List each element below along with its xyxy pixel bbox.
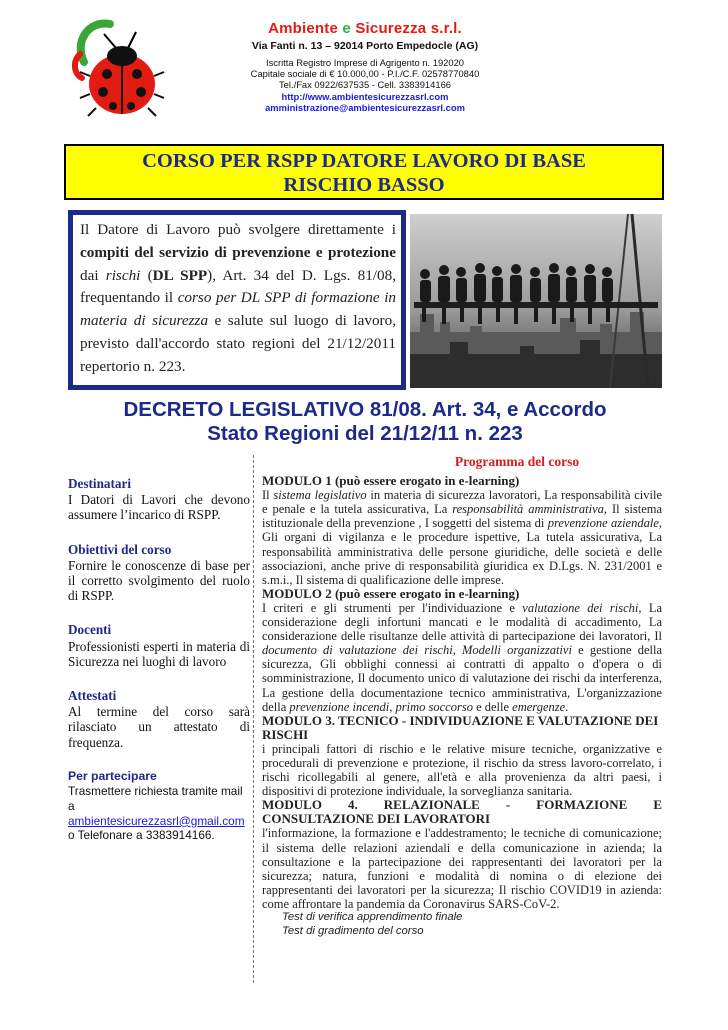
destinatari-heading: Destinatari [68,476,131,491]
test-satisfaction: Test di gradimento del corso [282,924,424,937]
attestati-heading: Attestati [68,688,117,704]
module3-text: i principali fattori di rischio e le relative misure tecniche, organizzative e procedurali di prevenzione e protezione, il rischio da stress lavoro-correlato, i rischi ricollegabili al genere, all'età e alla provenienza da altri paesi, i dispositivi di protezione individuale, la sorveglianza sanitaria. [262,741,662,799]
program-title: Programma del corso [454,454,580,469]
docenti-text: Professionisti esperti in materia di Sicurezza nei luoghi di lavoro [68,638,250,669]
docenti-heading: Docenti [68,622,112,638]
course-title-line2: RISCHIO BASSO [283,174,445,196]
ladybug-logo [70,14,175,126]
module1-heading: MODULO 1 (può essere erogato in e-learning) [262,473,520,489]
docenti-section [68,622,250,669]
module4-heading-line1: MODULO 4. RELAZIONALE - FORMAZIONE E [262,797,662,813]
decree-heading [40,398,690,446]
destinatari-text: I Datori di Lavori che devono assumere l’incarico di RSPP. [68,492,250,523]
destinatari-section [68,476,250,523]
company-name: Ambiente e Sicurezza s.r.l. [268,20,462,37]
program-column [262,455,662,938]
course-title-box [64,144,664,200]
partecipare-heading: Per partecipare [68,768,157,783]
contact-email-link[interactable]: ambientesicurezzasrl@gmail.com [68,813,245,828]
obiettivi-heading: Obiettivi del corso [68,541,172,557]
company-phone: Tel./Fax 0922/637535 - Cell. 3383914166 [279,79,451,91]
attestati-text: Al termine del corso sarà rilasciato un attestato di frequenza. [68,704,250,750]
company-registry: Iscritta Registro Imprese di Agrigento n. 192020 [265,57,465,68]
decree-line1: DECRETO LEGISLATIVO 81/08. Art. 34, e Accordo [123,398,607,421]
module3-heading: MODULO 3. TECNICO - INDIVIDUAZIONE E VALUTAZIONE DEI RISCHI [262,712,659,742]
module1-text: Il sistema legislativo in materia di sicurezza lavoratori, La responsabilità civile e penale e la tutela assicurativa, La responsabilità amministrativa, Il sistema istituzionale della prevenzione , I soggetti del sistema di prevenzione aziendale, Gli organi di vigilanza e le procedure ispettive, La tutela assicurativa, La responsabilità amministrativa delle persone giuridiche, delle società e delle associazioni, anche prive di responsabilità giuridica ex D.Lgs. N. 231/2001 e s.m.i., Il sistema di qualificazione delle imprese. [262,488,663,587]
course-info-column [68,476,250,862]
company-capital: Capitale sociale di € 10.000,00 - P.I./C.F. 02578770840 [250,68,480,80]
decree-line2: Stato Regioni del 21/12/11 n. 223 [207,422,523,445]
workers-on-beam-photo [410,214,662,388]
partecipare-phone: o Telefonare a 3383914166. [68,828,215,843]
company-website-link[interactable]: http://www.ambientesicurezzasrl.com [281,90,449,102]
module4-heading-line2: CONSULTAZIONE DEI LAVORATORI [262,811,491,827]
intro-box: Il Datore di Lavoro può svolgere direttamente i compiti del servizio di prevenzione e protezione dai rischi (DL SPP), Art. 34 del D. Lgs. 81/08, frequentando il corso per DL SPP di formazione in materia di sicurezza e salute sul luogo di lavoro, previsto dall'accordo stato regioni del 21/12/2011 repertorio n. 223. [68,210,406,390]
partecipare-text: Trasmettere richiesta tramite mail a [68,784,243,814]
course-title-line1: CORSO PER RSPP DATORE LAVORO DI BASE [142,150,586,172]
column-divider [253,455,254,983]
company-header [190,20,540,113]
obiettivi-text: Fornire le conoscenze di base per il corretto svolgimento del ruolo di RSPP. [68,557,250,604]
module4-text: l'informazione, la formazione e l'addestramento; le tecniche di comunicazione; il sistema delle relazioni aziendali e della comunicazione in azienda; la consultazione e la partecipazione dei rappresentanti dei lavoratori per la sicurezza; natura, funzioni e modalità di nomina o di elezione dei rappresentanti dei lavoratori per la sicurezza; Il rischio COVID19 in azienda: come affrontare la pandemia da Coronavirus SARS-CoV-2. [262,826,662,911]
partecipare-section [68,769,250,843]
test-final-assessment: Test di verifica apprendimento finale [282,911,463,923]
attestati-section [68,688,250,750]
company-address: Via Fanti n. 13 – 92014 Porto Empedocle (AG) [251,40,479,52]
obiettivi-section [68,542,250,604]
module2-heading: MODULO 2 (può essere erogato in e-learning) [262,585,520,601]
company-email-link[interactable]: amministrazione@ambientesicurezzasrl.com [265,101,465,113]
module2-text: I criteri e gli strumenti per l'individuazione e valutazione dei rischi, La considerazione degli infortuni mancati e le modalità di accadimento, La considerazione delle risultanze delle attività di partecipazione dei lavoratori, Il documento di valutazione dei rischi, Modelli organizzativi e gestione della sicurezza, Gli obblighi connessi ai contratti di appalto o d'opera o di somministrazione, Il documento unico di valutazione dei rischi da interferenza, La gestione della documentazione tecnico amministrativa, L'organizzazione della prevenzione incendi, primo soccorso e delle emergenze. [262,600,663,714]
